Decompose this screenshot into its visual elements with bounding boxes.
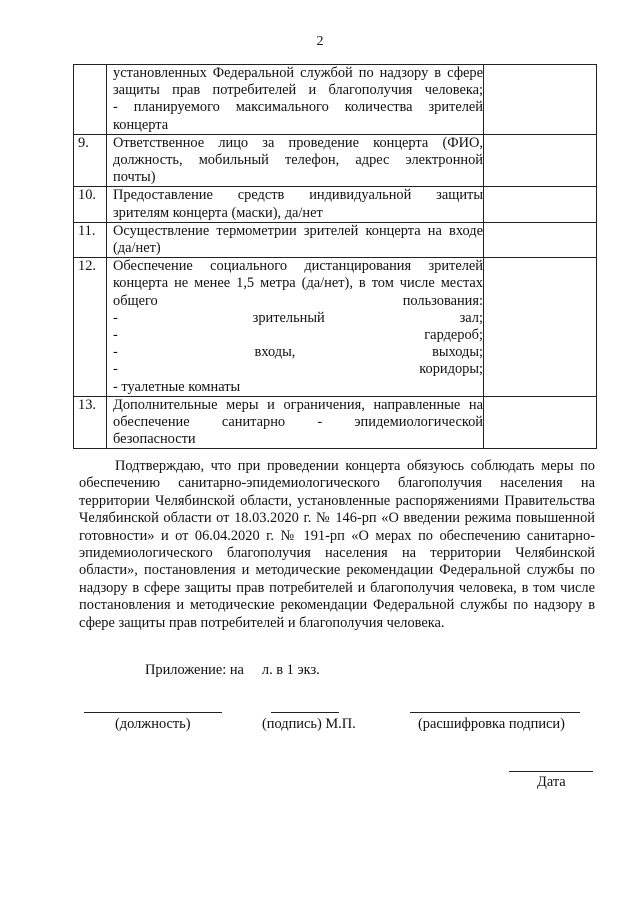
description-line: общего пользования: — [113, 292, 483, 309]
description-line: Обеспечение социального дистанцирования зрителей — [113, 258, 483, 275]
row-value-cell — [484, 258, 597, 397]
row-description — [107, 396, 484, 449]
table-row — [74, 258, 597, 397]
description-line: установленных Федеральной службой по надзору в сфере — [113, 65, 483, 81]
row-number: 13. — [74, 396, 107, 449]
description-line: - входы, выходы; — [113, 344, 483, 361]
row-description — [107, 65, 484, 135]
row-number — [74, 65, 107, 135]
signature-line — [271, 712, 339, 713]
decryption-signature-line — [410, 712, 580, 713]
row-value-cell — [484, 222, 597, 257]
row-value-cell — [484, 134, 597, 187]
row-number: 9. — [74, 134, 107, 187]
description-line: - туалетные комнаты — [113, 378, 241, 395]
table-row — [74, 134, 597, 187]
row-value-cell — [484, 187, 597, 222]
description-line: почты) — [113, 169, 156, 186]
description-line: (да/нет) — [113, 240, 161, 257]
row-description — [107, 222, 484, 257]
description-line: зрителям концерта (маски), да/нет — [113, 204, 323, 221]
description-line: защиты прав потребителей и благополучия человека; — [113, 82, 483, 99]
row-value-cell — [484, 65, 597, 135]
position-signature-line — [84, 712, 222, 713]
position-label: (должность) — [115, 716, 191, 732]
row-number: 12. — [74, 258, 107, 397]
description-line: концерта — [113, 116, 169, 133]
description-line: - коридоры; — [113, 361, 483, 378]
row-description — [107, 187, 484, 222]
table-row — [74, 222, 597, 257]
row-number: 11. — [74, 222, 107, 257]
row-number: 10. — [74, 187, 107, 222]
table-row — [74, 65, 597, 135]
description-line: Дополнительные меры и ограничения, направленные на — [113, 396, 483, 413]
requirements-table — [73, 64, 597, 449]
table-row — [74, 396, 597, 449]
table-row — [74, 187, 597, 222]
description-line: концерта не менее 1,5 метра (да/нет), в том числе местах — [113, 275, 483, 292]
description-line: Предоставление средств индивидуальной защиты — [113, 187, 483, 204]
description-line: Осуществление термометрии зрителей концерта на входе — [113, 222, 483, 239]
description-line: должность, мобильный телефон, адрес электронной — [113, 152, 483, 169]
description-line: обеспечение санитарно - эпидемиологической — [113, 414, 483, 431]
row-value-cell — [484, 396, 597, 449]
date-line — [509, 771, 593, 772]
page-number: 2 — [316, 34, 324, 49]
description-line: Ответственное лицо за проведение концерта (ФИО, — [113, 134, 483, 151]
confirmation-paragraph: Подтверждаю, что при проведении концерта обязуюсь соблюдать меры по обеспечению санитарно-эпидемиологического благополучия населения на территории Челябинской области, установленные распоряжениями Правительства Челябинской области от 18.03.2020 г. № 146-рп «О введении режима повышенной готовности» и от 06.04.2020 г. № 191-рп «О мерах по обеспечению санитарно-эпидемиологического благополучия населения на территории Челябинской области», постановления и методические рекомендации Федеральной службы по надзору в сфере защиты прав потребителей и благополучия человека, в том числе постановления и методические рекомендации Федеральной службы по надзору в сфере защиты прав потребителей и благополучия человека. — [79, 458, 595, 631]
description-line: - зрительный зал; — [113, 309, 483, 326]
description-line: - планируемого максимального количества зрителей — [113, 99, 483, 116]
description-line: безопасности — [113, 431, 196, 448]
requirements-table-body — [74, 65, 597, 449]
appendix-line: Приложение: на л. в 1 экз. — [145, 662, 320, 678]
signature-label: (подпись) М.П. — [262, 716, 356, 732]
row-description — [107, 258, 484, 397]
description-line: - гардероб; — [113, 327, 483, 344]
date-label: Дата — [537, 774, 566, 790]
decryption-label: (расшифровка подписи) — [418, 716, 565, 732]
row-description — [107, 134, 484, 187]
